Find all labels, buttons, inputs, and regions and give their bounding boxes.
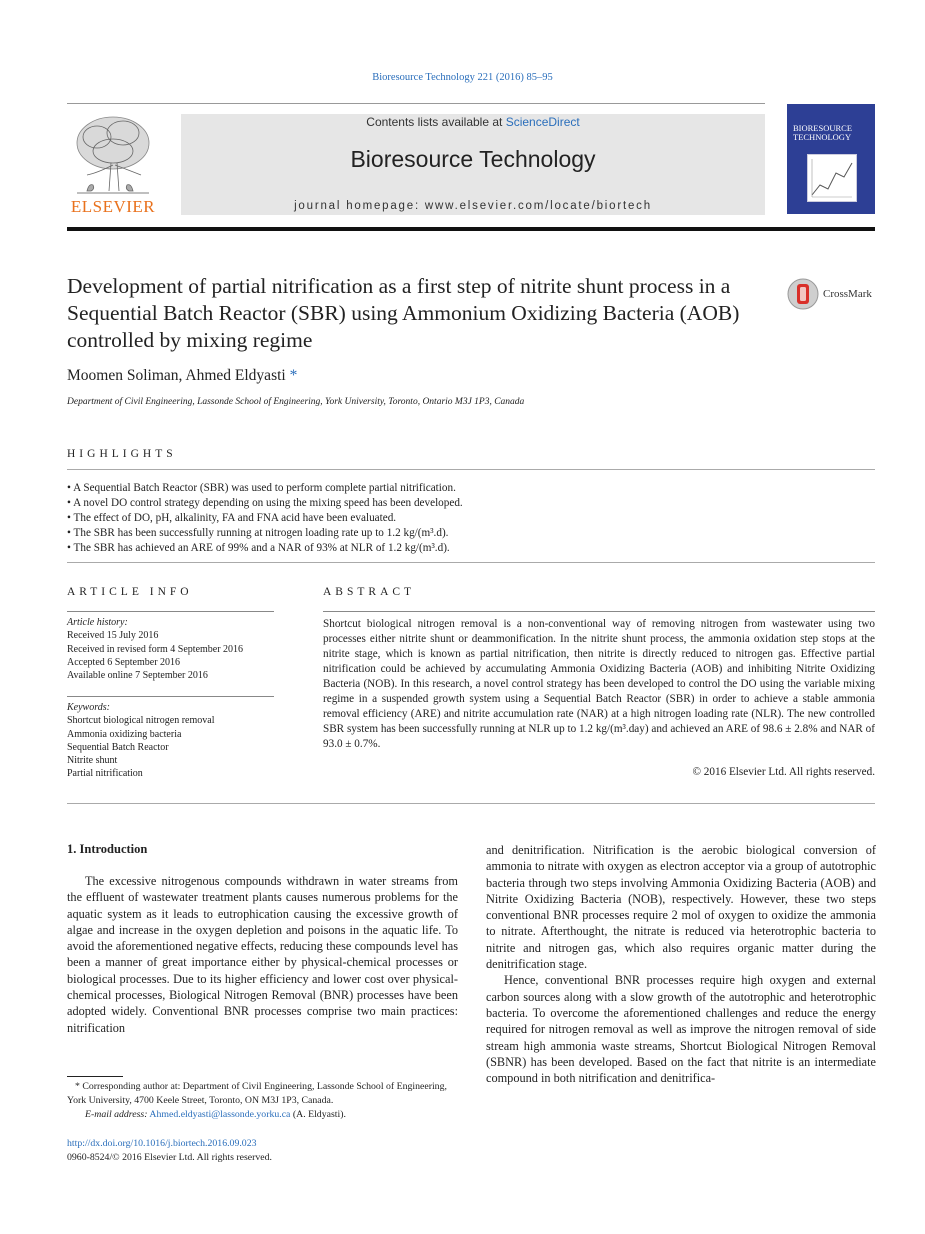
abstract-heading: ABSTRACT	[323, 586, 416, 598]
journal-title: Bioresource Technology	[350, 146, 596, 172]
highlight-item: • The effect of DO, pH, alkalinity, FA and FNA acid have been evaluated.	[67, 511, 875, 526]
cover-graph-icon	[808, 155, 856, 201]
doi-link[interactable]: http://dx.doi.org/10.1016/j.biortech.2016.09.023	[67, 1138, 257, 1149]
author-affiliation: Department of Civil Engineering, Lassonde School of Engineering, York University, Toronto, Ontario M3J 1P3, Canada	[67, 397, 525, 407]
author-list	[67, 367, 297, 385]
highlight-item: • A novel DO control strategy depending on using the mixing speed has been developed.	[67, 496, 875, 511]
keyword-item: Sequential Batch Reactor	[67, 741, 169, 753]
keyword-item: Ammonia oxidizing bacteria	[67, 728, 182, 740]
issn-line: 0960-8524/© 2016 Elsevier Ltd. All rights reserved.	[67, 1152, 272, 1163]
keyword-item: Nitrite shunt	[67, 755, 118, 767]
corresponding-author-marker[interactable]: *	[289, 367, 298, 384]
article-info-heading: ARTICLE INFO	[67, 586, 193, 598]
doi-block	[67, 1137, 272, 1165]
cover-graphic	[807, 154, 857, 202]
highlights-rule-bottom	[67, 562, 875, 563]
keyword-item: Partial nitrification	[67, 768, 143, 780]
cover-title: BIORESOURCE TECHNOLOGY	[793, 123, 853, 142]
history-item: Accepted 6 September 2016	[67, 656, 181, 668]
highlight-item: • A Sequential Batch Reactor (SBR) was used to perform complete partial nitrification.	[67, 481, 875, 496]
highlights-heading: HIGHLIGHTS	[67, 448, 177, 460]
email-label: E-mail address:	[85, 1109, 148, 1120]
footnote-rule	[67, 1076, 123, 1077]
abstract-text: Shortcut biological nitrogen removal is a non-conventional way of removing nitrogen from wastewater using two processes either nitrite shunt or deammonification. In the nitrite shunt process, the ammonia oxidation step stops at the nitrite stage, which is known as partial nitrification, then nitrite is directly reduced to nitrogen gas. Effective partial nitrification could be achieved by accumulating Ammonia Oxidizing Bacteria (AOB) and inhibiting Nitrite Oxidizing Bacteria (NOB). In this research, a novel control strategy has been developed to control the DO using the variable mixing regime in a suspended growth system using a Sequential Batch Reactor (SBR) in order to achieve a stable ammonia removal efficiency (ARE) and nitrite accumulation rate (NAR) at a high nitrogen loading rate (NLR). The new controlled SBR system has been successfully running at NLR up to 1.2 kg/(m³.day) and achieved an ARE of 98.6 ± 2.8% and NAR of 93.0 ± 0.7%.	[323, 618, 875, 750]
elsevier-tree-icon	[67, 113, 159, 197]
section-heading-introduction: 1. Introduction	[67, 842, 148, 856]
body-divider	[67, 803, 875, 804]
history-label: Article history:	[67, 617, 128, 628]
history-item: Received in revised form 4 September 2016	[67, 643, 244, 655]
keywords-rule	[67, 696, 274, 697]
journal-citation-link[interactable]: Bioresource Technology 221 (2016) 85–95	[372, 72, 553, 83]
crossmark-icon	[787, 278, 819, 310]
contents-prefix: Contents lists available at	[366, 115, 506, 129]
sciencedirect-link[interactable]: ScienceDirect	[505, 115, 580, 129]
email-suffix: (A. Eldyasti).	[292, 1109, 346, 1120]
abstract-copyright: © 2016 Elsevier Ltd. All rights reserved.	[692, 766, 875, 778]
journal-homepage-link[interactable]: journal homepage: www.elsevier.com/locate/biortech	[294, 200, 652, 212]
history-item: Available online 7 September 2016	[67, 670, 208, 682]
intro-paragraph: Hence, conventional BNR processes require high oxygen and external carbon sources along with a slow growth of the autotrophic and heterotrophic bacteria. To overcome the aforementioned challenges and reduce the energy required for nitrogen removal as well as improve the nitrogen removal of side stream high ammonia waste streams, Shortcut Biological Nitrogen Removal (SBNR) has been developed. Based on the fact that nitrite is an intermediate compound in both nitrification and denitrifica-	[486, 973, 876, 1086]
author-names: Moomen Soliman, Ahmed Eldyasti	[67, 367, 286, 384]
keywords-label: Keywords:	[67, 702, 110, 713]
email-line	[67, 1108, 458, 1122]
crossmark-button[interactable]	[787, 278, 877, 312]
elsevier-logo	[67, 113, 159, 217]
corresponding-author-footnote	[67, 1080, 458, 1122]
header-divider	[67, 103, 765, 104]
article-history	[67, 616, 282, 682]
crossmark-label: CrossMark	[823, 288, 872, 300]
keywords-list	[67, 701, 282, 781]
journal-cover-image[interactable]	[787, 104, 875, 214]
abstract-rule	[323, 611, 875, 612]
article-title: Development of partial nitrification as a first step of nitrite shunt process in a Sequential Batch Reactor (SBR) using Ammonium Oxidizing Bacteria (AOB) controlled by mixing regime	[67, 274, 740, 352]
highlight-item: • The SBR has been successfully running at nitrogen loading rate up to 1.2 kg/(m³.d).	[67, 526, 875, 541]
publisher-wordmark: ELSEVIER	[70, 197, 156, 216]
intro-paragraph-left: The excessive nitrogenous compounds withdrawn in water streams from the effluent of wastewater treatment plants causes numerous problems for the aquatic system as it leads to eutrophication causing the excessive growth of algae and increase in the oxygen depletion and poisons in the aquatic life. To avoid the aforementioned negative effects, reducing these compounds level has been a manner of great importance either by physical-chemical processes or biological processes. Due to its higher efficiency and lower cost over physical-chemical processes, Biological Nitrogen Removal (BNR) processes have been adopted widely. Conventional BNR processes comprise two main practices: nitrification	[67, 874, 458, 1035]
header-thick-rule	[67, 227, 875, 231]
history-item: Received 15 July 2016	[67, 630, 159, 642]
article-info-rule	[67, 611, 274, 612]
intro-paragraph: and denitrification. Nitrification is the aerobic biological conversion of ammonia to nitrate with oxygen as electron acceptor via a group of autotrophic bacteria through two steps involving Ammonia Oxidizing Bacteria (AOB) and Nitrite Oxidizing Bacteria (NOB), respectively. However, these two steps conventional BNR processes require 2 mol of oxygen to oxidize the ammonia to nitrate. Afterthought, the nitrate is reduced via heterotrophic bacteria to nitrite and nitrogen gas, which also requires organic matter during the denitrification stage.	[486, 843, 876, 972]
keyword-item: Shortcut biological nitrogen removal	[67, 715, 215, 727]
author-email-link[interactable]: Ahmed.eldyasti@lassonde.yorku.ca	[149, 1109, 291, 1120]
corresponding-author-note: * Corresponding author at: Department of Civil Engineering, Lassonde School of Engineering, York University, 4700 Keele Street, Toronto, ON M3J 1P3, Canada.	[67, 1081, 447, 1106]
highlights-list	[67, 481, 875, 556]
highlights-rule-top	[67, 469, 875, 470]
journal-banner	[181, 114, 765, 215]
contents-line	[181, 115, 765, 129]
highlight-item: • The SBR has achieved an ARE of 99% and a NAR of 93% at NLR of 1.2 kg/(m³.d).	[67, 541, 875, 556]
intro-column-right	[486, 842, 876, 1086]
